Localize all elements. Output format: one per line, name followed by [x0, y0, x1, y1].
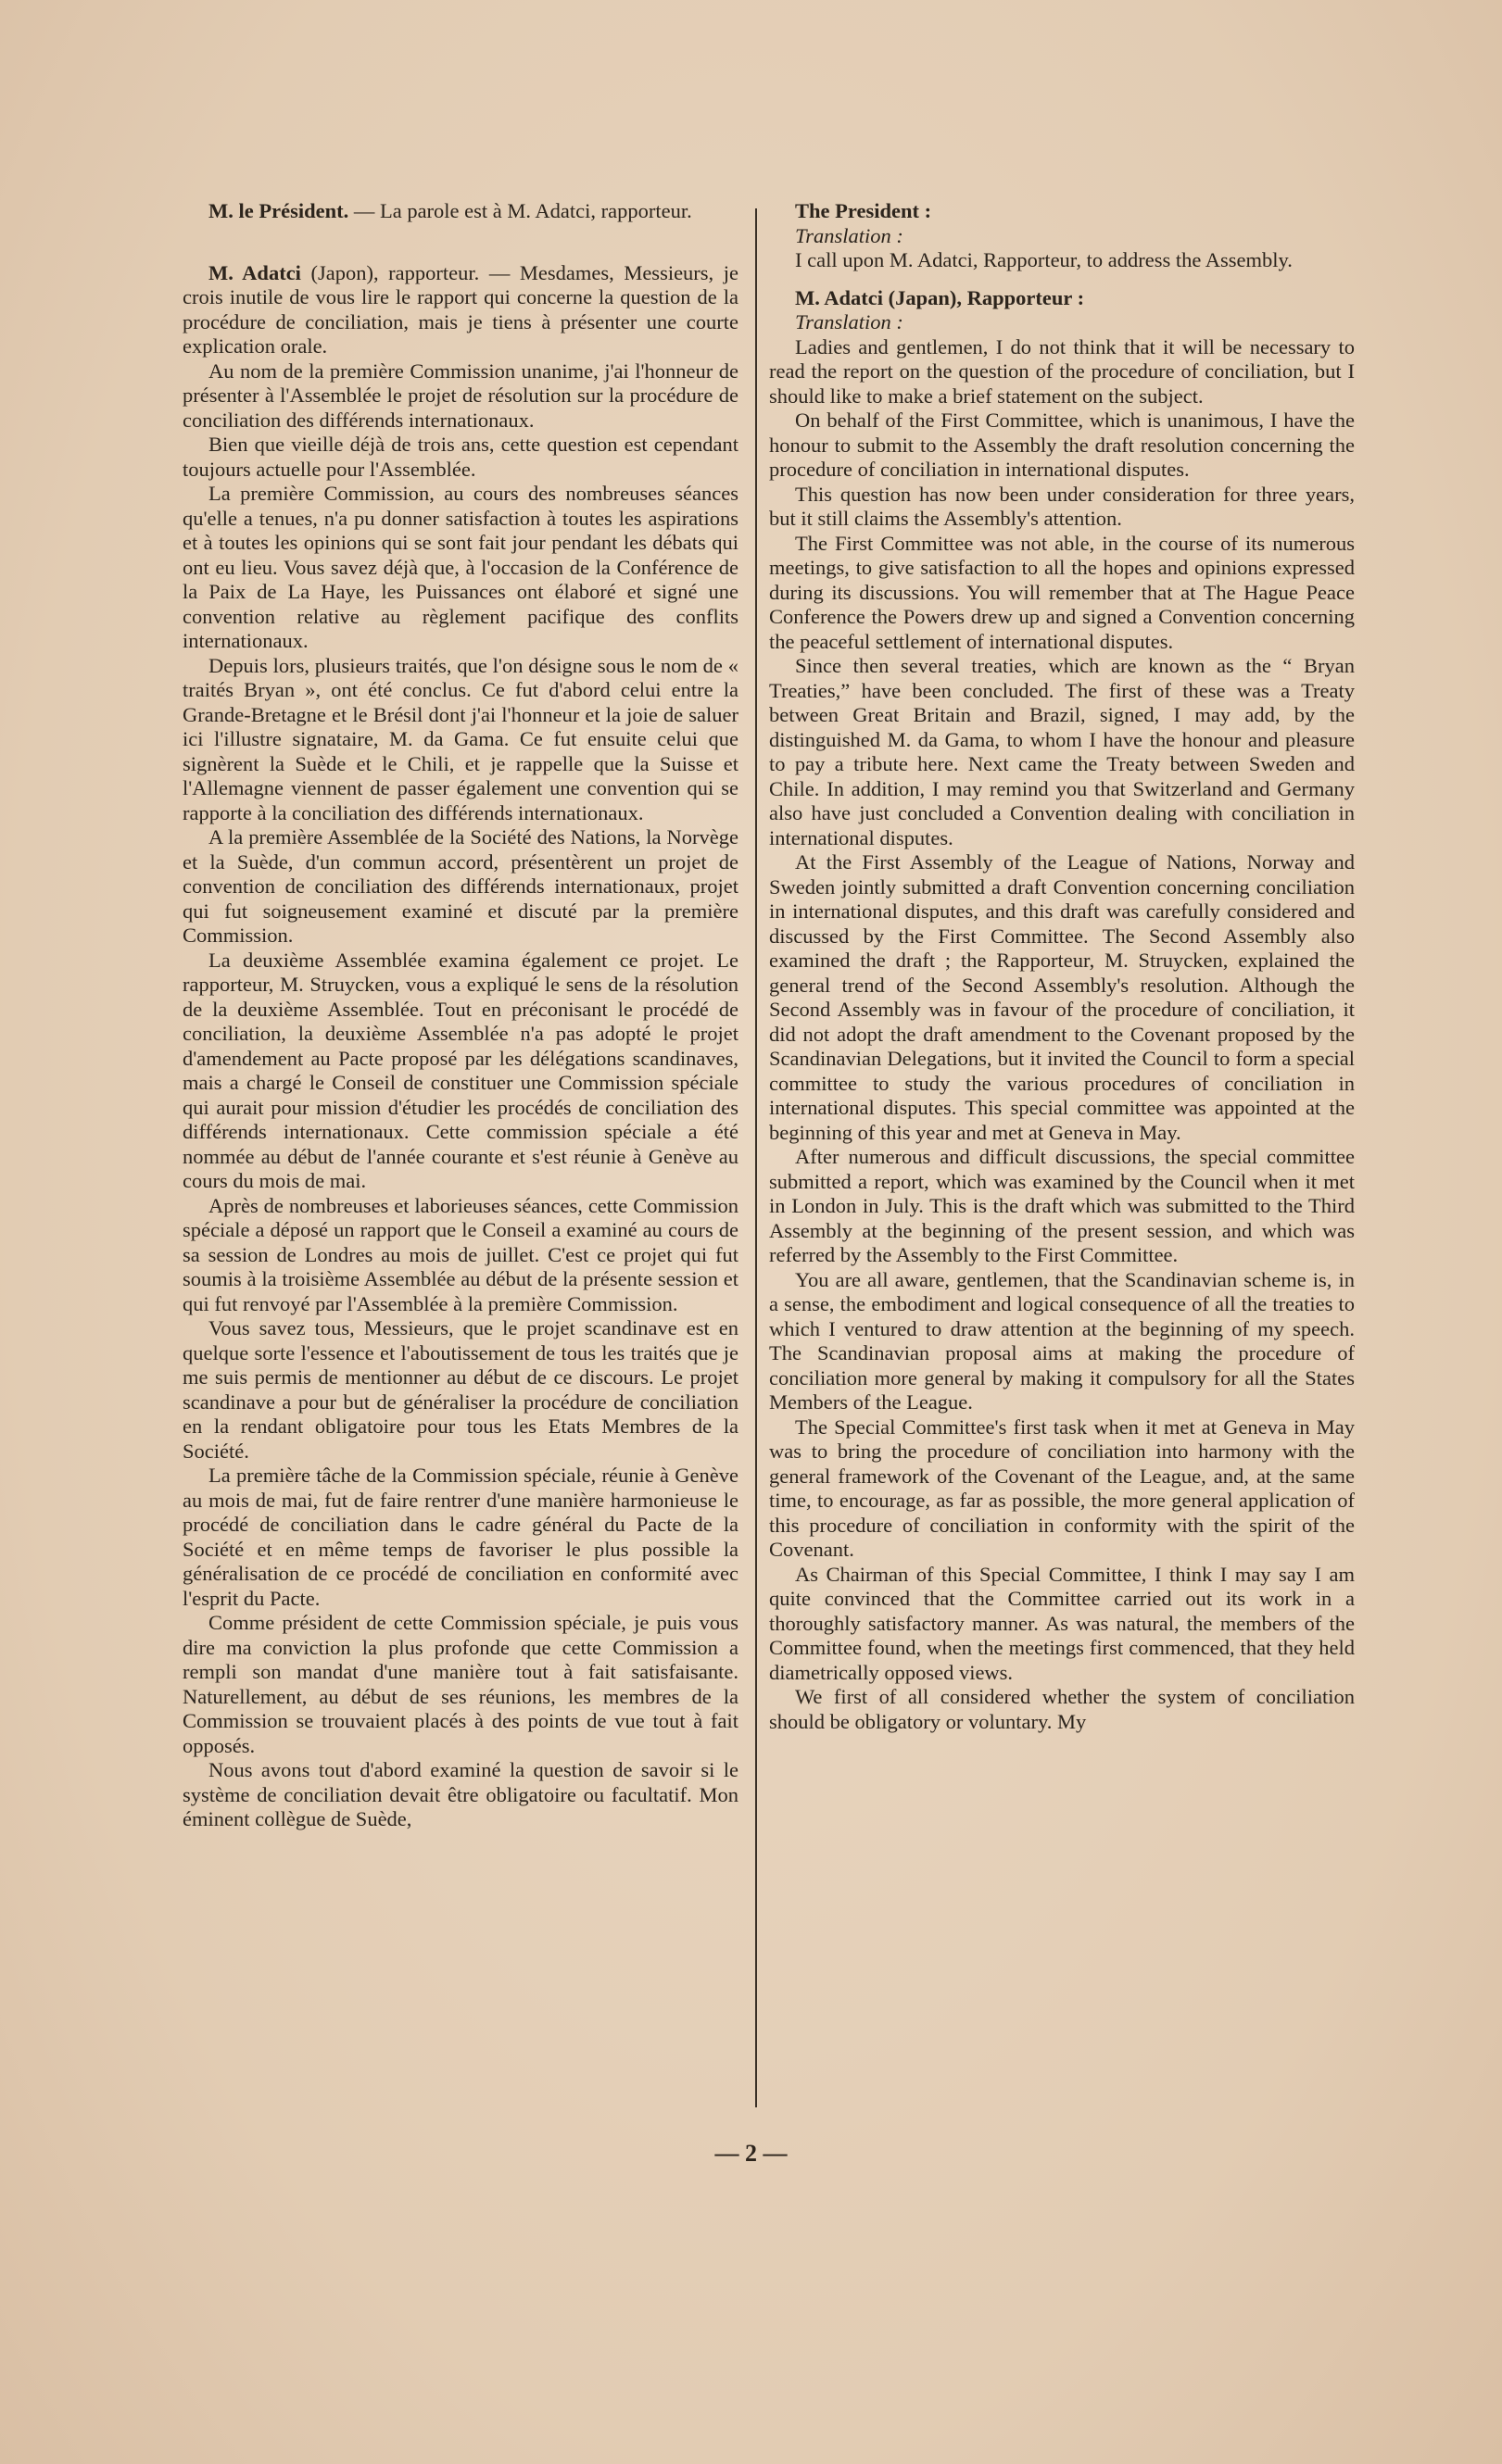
paragraph: Après de nombreuses et laborieuses séances, cette Commission spéciale a déposé un rapport que le Conseil a examiné au cours de sa session de Londres au mois de juillet. C'est ce projet qui fut soumis à la troisième Assemblée au début de la présente session et qui fut renvoyé par l'Assemblée à la première Commission.: [183, 1193, 738, 1315]
speaker-name: The President :: [795, 199, 932, 222]
paragraph: Au nom de la première Commission unanime, j'ai l'honneur de présenter à l'Assemblée le projet de résolution sur la procédure de conciliation des différends internationaux.: [183, 358, 738, 432]
english-column: [769, 199, 1355, 1734]
paragraph: La deuxième Assemblée examina également ce projet. Le rapporteur, M. Struycken, vous a expliqué le sens de la résolution de la deuxième Assemblée. Tout en préconisant le procédé de conciliation, la deuxième Assemblée n'a pas adopté le projet d'amendement au Pacte proposé par les délégations scandinaves, mais a chargé le Conseil de constituer une Commission spéciale qui aurait pour mission d'étudier les procédés de conciliation des différends internationaux. Cette commission spéciale a été nommée au début de l'année courante et s'est réunie à Genève au cours du mois de mai.: [183, 948, 738, 1192]
paragraph: La première tâche de la Commission spéciale, réunie à Genève au mois de mai, fut de faire rentrer d'une manière harmonieuse le procédé de conciliation dans le cadre général du Pacte de la Société et en même temps de favoriser le plus possible la généralisation de ce procédé de conciliation en conformité avec l'esprit du Pacte.: [183, 1464, 738, 1610]
paragraph: A la première Assemblée de la Société des Nations, la Norvège et la Suède, d'un commun accord, présentèrent un projet de convention de conciliation des différends internationaux, projet qui fut soigneusement examiné et discuté par la première Commission.: [183, 825, 738, 947]
paragraph: We first of all considered whether the system of conciliation should be obligatory or voluntary. My: [769, 1685, 1355, 1733]
paragraph: Comme président de cette Commission spéciale, je puis vous dire ma conviction la plus profonde que cette Commission a rempli son mandat d'une manière tout à fait satisfaisante. Naturellement, au début de ses réunions, les membres de la Commission se trouvaient placés à des points de vue tout à fait opposés.: [183, 1611, 738, 1757]
paragraph: Vous savez tous, Messieurs, que le projet scandinave est en quelque sorte l'essence et l'aboutissement de tous les traités que je me suis permis de mentionner au début de ce discours. Le projet scandinave a pour but de généraliser la procédure de conciliation en la rendant obligatoire pour tous les Etats Membres de la Société.: [183, 1316, 738, 1463]
paragraph: At the First Assembly of the League of Nations, Norway and Sweden jointly submitted a draft Convention concerning conciliation in international disputes, and this draft was carefully considered and discussed by the First Committee. The Second Assembly also examined the draft ; the Rapporteur, M. Struycken, explained the general trend of the Second Assembly's resolution. Although the Second Assembly was in favour of the procedure of conciliation, it did not adopt the draft amendment to the Covenant proposed by the Scandinavian Delegations, but it invited the Council to form a special committee to study the various procedures of conciliation in international disputes. This special committee was appointed at the beginning of this year and met at Geneva in May.: [769, 850, 1355, 1144]
paragraph: La première Commission, au cours des nombreuses séances qu'elle a tenues, n'a pu donner satisfaction à toutes les aspirations et à toutes les opinions qui se sont fait jour pendant les débats qui ont eu lieu. Vous savez déjà que, à l'occasion de la Conférence de la Paix de La Haye, les Puissances ont élaboré et signé une convention relative au règlement pacifique des conflits internationaux.: [183, 482, 738, 652]
column-divider: [755, 208, 757, 2107]
paragraph: The Special Committee's first task when it met at Geneva in May was to bring the procedure of conciliation into harmony with the general framework of the Covenant of the League, and, at the same time, to encourage, as far as possible, the more general application of this procedure of conciliation in conformity with the spirit of the Covenant.: [769, 1414, 1355, 1561]
translation-label: Translation :: [795, 310, 903, 333]
paragraph: Nous avons tout d'abord examiné la question de savoir si le système de conciliation devait être obligatoire ou facultatif. Mon éminent collègue de Suède,: [183, 1758, 738, 1830]
speaker-name: M. Adatci: [795, 285, 883, 309]
paragraph: After numerous and difficult discussions, the special committee submitted a report, which was examined by the Council when it met in London in July. This is the draft which was submitted to the Third Assembly at the beginning of the present session, and which was referred by the Assembly to the First Committee.: [769, 1145, 1355, 1266]
spacer: [183, 224, 738, 261]
speaker-name: M. Adatci: [208, 260, 301, 284]
paragraph: You are all aware, gentlemen, that the Scandinavian scheme is, in a sense, the embodiment and logical consequence of all the treaties to which I ventured to draw attention at the beginning of my speech. The Scandinavian proposal aims at making the procedure of conciliation more general by making it compulsory for all the States Members of the League.: [769, 1267, 1355, 1414]
paragraph: The First Committee was not able, in the course of its numerous meetings, to give satisfaction to all the hopes and opinions expressed during its discussions. You will remember that at The Hague Peace Conference the Powers drew up and signed a Convention concerning the peaceful settlement of international disputes.: [769, 531, 1355, 653]
paragraph: Ladies and gentlemen, I do not think that it will be necessary to read the report on the question of the procedure of conciliation, but I should like to make a brief statement on the subject.: [769, 334, 1355, 408]
paragraph: Since then several treaties, which are known as the “ Bryan Treaties,” have been concluded. The first of these was a Treaty between Great Britain and Brazil, signed, I may add, by the distinguished M. da Gama, to whom I have the honour and pleasure to pay a tribute here. Next came the Treaty between Sweden and Chile. In addition, I may remind you that Switzerland and Germany also have just concluded a Convention dealing with conciliation in international disputes.: [769, 654, 1355, 849]
paragraph: Depuis lors, plusieurs traités, que l'on désigne sous le nom de « traités Bryan », ont été conclus. Ce fut d'abord celui entre la Grande-Bretagne et le Brésil dont j'ai l'honneur et la joie de saluer ici l'illustre signataire, M. da Gama. Ce fut ensuite celui que signèrent la Suède et le Chili, et je rappelle que la Suisse et l'Allemagne viennent de passer également une convention qui se rapporte à la conciliation des différends internationaux.: [183, 653, 738, 824]
spacer: [769, 273, 1355, 286]
paragraph: This question has now been under consideration for three years, but it still claims the Assembly's attention.: [769, 482, 1355, 530]
page-number: — 2 —: [714, 2140, 788, 2167]
paragraph: Bien que vieille déjà de trois ans, cette question est cependant toujours actuelle pour l'Assemblée.: [183, 433, 738, 481]
paragraph: On behalf of the First Committee, which is unanimous, I have the honour to submit to the Assembly the draft resolution concerning the procedure of conciliation in international disputes.: [769, 409, 1355, 481]
president-intro-fr: M. le Président. — La parole est à M. Adatci, rapporteur.: [208, 199, 692, 222]
adatci-intro-fr: M. Adatci (Japon), rapporteur. — Mesdames, Messieurs, je crois inutile de vous lire le rapport qui concerne la question de la procédure de conciliation, mais je tiens à présenter une courte explication orale.: [183, 260, 738, 358]
translation-label: Translation :: [795, 223, 903, 247]
adatci-intro-en: M. Adatci (Japan), Rapporteur :: [795, 285, 1085, 309]
paragraph: As Chairman of this Special Committee, I think I may say I am quite convinced that the Committee carried out its work in a thoroughly satisfactory manner. As was natural, the members of the Committee found, when the meetings first commenced, that they held diametrically opposed views.: [769, 1562, 1355, 1684]
speaker-name: M. le Président.: [208, 199, 349, 222]
french-column: [183, 199, 738, 1832]
president-intro-en: I call upon M. Adatci, Rapporteur, to address the Assembly.: [795, 248, 1293, 271]
